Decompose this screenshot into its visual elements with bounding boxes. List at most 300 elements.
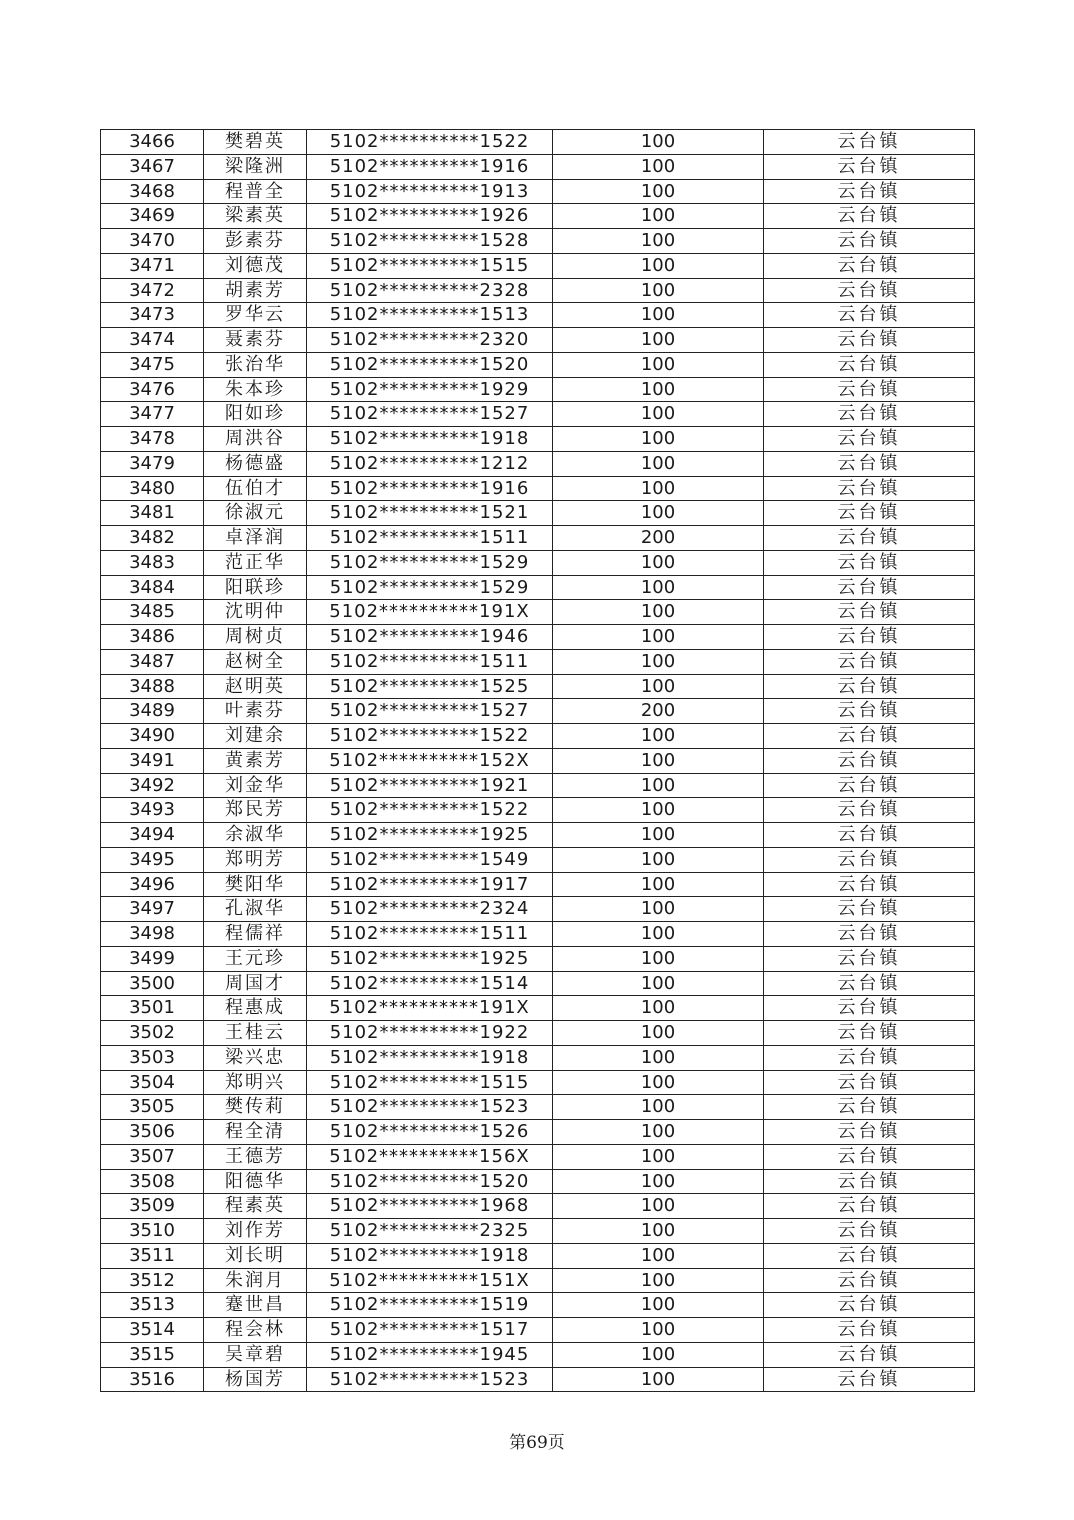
- row-number-cell: 3499: [101, 946, 204, 971]
- town-cell: 云台镇: [764, 526, 975, 551]
- table-row: [101, 130, 975, 155]
- id-number-cell: 5102**********1918: [307, 1045, 553, 1070]
- amount-cell: 100: [553, 1144, 764, 1169]
- table-row: [101, 748, 975, 773]
- row-number-cell: 3501: [101, 996, 204, 1021]
- town-cell: 云台镇: [764, 724, 975, 749]
- id-number-cell: 5102**********1511: [307, 649, 553, 674]
- town-cell: 云台镇: [764, 798, 975, 823]
- id-number-cell: 5102**********2320: [307, 328, 553, 353]
- table-row: [101, 1095, 975, 1120]
- name-cell: 王德芳: [204, 1144, 307, 1169]
- name-cell: 范正华: [204, 550, 307, 575]
- name-cell: 罗华云: [204, 303, 307, 328]
- amount-cell: 100: [553, 154, 764, 179]
- name-cell: 胡素芳: [204, 278, 307, 303]
- name-cell: 梁隆洲: [204, 154, 307, 179]
- town-cell: 云台镇: [764, 550, 975, 575]
- name-cell: 樊阳华: [204, 872, 307, 897]
- amount-cell: 100: [553, 575, 764, 600]
- table-row: [101, 600, 975, 625]
- amount-cell: 100: [553, 253, 764, 278]
- amount-cell: 100: [553, 377, 764, 402]
- name-cell: 郑明芳: [204, 847, 307, 872]
- table-row: [101, 872, 975, 897]
- id-number-cell: 5102**********156X: [307, 1144, 553, 1169]
- name-cell: 刘德茂: [204, 253, 307, 278]
- row-number-cell: 3514: [101, 1318, 204, 1343]
- town-cell: 云台镇: [764, 847, 975, 872]
- table-row: [101, 724, 975, 749]
- name-cell: 刘长明: [204, 1243, 307, 1268]
- amount-cell: 100: [553, 798, 764, 823]
- id-number-cell: 5102**********2328: [307, 278, 553, 303]
- name-cell: 伍伯才: [204, 476, 307, 501]
- amount-cell: 100: [553, 1318, 764, 1343]
- amount-cell: 200: [553, 526, 764, 551]
- row-number-cell: 3500: [101, 971, 204, 996]
- amount-cell: 100: [553, 748, 764, 773]
- row-number-cell: 3483: [101, 550, 204, 575]
- name-cell: 程儒祥: [204, 922, 307, 947]
- row-number-cell: 3467: [101, 154, 204, 179]
- id-number-cell: 5102**********1517: [307, 1318, 553, 1343]
- table-row: [101, 1070, 975, 1095]
- town-cell: 云台镇: [764, 352, 975, 377]
- amount-cell: 100: [553, 1243, 764, 1268]
- id-number-cell: 5102**********1946: [307, 625, 553, 650]
- name-cell: 彭素芬: [204, 229, 307, 254]
- town-cell: 云台镇: [764, 1219, 975, 1244]
- id-number-cell: 5102**********1918: [307, 1243, 553, 1268]
- row-number-cell: 3510: [101, 1219, 204, 1244]
- row-number-cell: 3495: [101, 847, 204, 872]
- id-number-cell: 5102**********1918: [307, 427, 553, 452]
- town-cell: 云台镇: [764, 427, 975, 452]
- town-cell: 云台镇: [764, 600, 975, 625]
- amount-cell: 100: [553, 1219, 764, 1244]
- town-cell: 云台镇: [764, 130, 975, 155]
- table-row: [101, 253, 975, 278]
- id-number-cell: 5102**********1520: [307, 1169, 553, 1194]
- id-number-cell: 5102**********191X: [307, 600, 553, 625]
- id-number-cell: 5102**********151X: [307, 1268, 553, 1293]
- table-row: [101, 550, 975, 575]
- amount-cell: 100: [553, 922, 764, 947]
- town-cell: 云台镇: [764, 699, 975, 724]
- name-cell: 程会林: [204, 1318, 307, 1343]
- name-cell: 叶素芬: [204, 699, 307, 724]
- name-cell: 沈明仲: [204, 600, 307, 625]
- town-cell: 云台镇: [764, 377, 975, 402]
- table-row: [101, 1268, 975, 1293]
- table-row: [101, 1318, 975, 1343]
- town-cell: 云台镇: [764, 303, 975, 328]
- amount-cell: 100: [553, 278, 764, 303]
- town-cell: 云台镇: [764, 748, 975, 773]
- name-cell: 刘金华: [204, 773, 307, 798]
- town-cell: 云台镇: [764, 451, 975, 476]
- roster-table: [100, 129, 975, 1392]
- id-number-cell: 5102**********1916: [307, 476, 553, 501]
- name-cell: 朱本珍: [204, 377, 307, 402]
- id-number-cell: 5102**********1527: [307, 699, 553, 724]
- id-number-cell: 5102**********1926: [307, 204, 553, 229]
- row-number-cell: 3485: [101, 600, 204, 625]
- row-number-cell: 3466: [101, 130, 204, 155]
- table-row: [101, 526, 975, 551]
- table-row: [101, 1243, 975, 1268]
- amount-cell: 200: [553, 699, 764, 724]
- table-row: [101, 946, 975, 971]
- name-cell: 阳如珍: [204, 402, 307, 427]
- row-number-cell: 3484: [101, 575, 204, 600]
- amount-cell: 100: [553, 303, 764, 328]
- id-number-cell: 5102**********1526: [307, 1120, 553, 1145]
- id-number-cell: 5102**********1515: [307, 253, 553, 278]
- row-number-cell: 3480: [101, 476, 204, 501]
- table-row: [101, 971, 975, 996]
- name-cell: 赵明英: [204, 674, 307, 699]
- town-cell: 云台镇: [764, 773, 975, 798]
- table-row: [101, 1219, 975, 1244]
- row-number-cell: 3473: [101, 303, 204, 328]
- id-number-cell: 5102**********1511: [307, 526, 553, 551]
- row-number-cell: 3508: [101, 1169, 204, 1194]
- id-number-cell: 5102**********1549: [307, 847, 553, 872]
- amount-cell: 100: [553, 328, 764, 353]
- id-number-cell: 5102**********191X: [307, 996, 553, 1021]
- row-number-cell: 3470: [101, 229, 204, 254]
- amount-cell: 100: [553, 204, 764, 229]
- id-number-cell: 5102**********1921: [307, 773, 553, 798]
- table-row: [101, 1194, 975, 1219]
- name-cell: 孔淑华: [204, 897, 307, 922]
- name-cell: 黄素芳: [204, 748, 307, 773]
- id-number-cell: 5102**********1511: [307, 922, 553, 947]
- id-number-cell: 5102**********1522: [307, 130, 553, 155]
- row-number-cell: 3468: [101, 179, 204, 204]
- id-number-cell: 5102**********1529: [307, 550, 553, 575]
- name-cell: 张治华: [204, 352, 307, 377]
- table-row: [101, 1120, 975, 1145]
- name-cell: 聂素芬: [204, 328, 307, 353]
- name-cell: 王桂云: [204, 1021, 307, 1046]
- name-cell: 卓泽润: [204, 526, 307, 551]
- town-cell: 云台镇: [764, 1021, 975, 1046]
- table-row: [101, 996, 975, 1021]
- town-cell: 云台镇: [764, 1194, 975, 1219]
- row-number-cell: 3486: [101, 625, 204, 650]
- amount-cell: 100: [553, 1095, 764, 1120]
- id-number-cell: 5102**********1520: [307, 352, 553, 377]
- row-number-cell: 3478: [101, 427, 204, 452]
- town-cell: 云台镇: [764, 1268, 975, 1293]
- name-cell: 阳德华: [204, 1169, 307, 1194]
- table-row: [101, 773, 975, 798]
- id-number-cell: 5102**********2325: [307, 1219, 553, 1244]
- name-cell: 赵树全: [204, 649, 307, 674]
- name-cell: 周国才: [204, 971, 307, 996]
- amount-cell: 100: [553, 1070, 764, 1095]
- name-cell: 梁兴忠: [204, 1045, 307, 1070]
- town-cell: 云台镇: [764, 253, 975, 278]
- name-cell: 王元珍: [204, 946, 307, 971]
- amount-cell: 100: [553, 1120, 764, 1145]
- table-row: [101, 699, 975, 724]
- id-number-cell: 5102**********1929: [307, 377, 553, 402]
- town-cell: 云台镇: [764, 1243, 975, 1268]
- name-cell: 郑明兴: [204, 1070, 307, 1095]
- amount-cell: 100: [553, 600, 764, 625]
- amount-cell: 100: [553, 946, 764, 971]
- town-cell: 云台镇: [764, 476, 975, 501]
- town-cell: 云台镇: [764, 1070, 975, 1095]
- amount-cell: 100: [553, 1045, 764, 1070]
- id-number-cell: 5102**********1523: [307, 1367, 553, 1392]
- id-number-cell: 5102**********1529: [307, 575, 553, 600]
- name-cell: 程惠成: [204, 996, 307, 1021]
- row-number-cell: 3516: [101, 1367, 204, 1392]
- row-number-cell: 3477: [101, 402, 204, 427]
- id-number-cell: 5102**********1522: [307, 724, 553, 749]
- row-number-cell: 3492: [101, 773, 204, 798]
- table-row: [101, 847, 975, 872]
- row-number-cell: 3493: [101, 798, 204, 823]
- amount-cell: 100: [553, 996, 764, 1021]
- name-cell: 余淑华: [204, 823, 307, 848]
- row-number-cell: 3502: [101, 1021, 204, 1046]
- town-cell: 云台镇: [764, 1169, 975, 1194]
- name-cell: 周洪谷: [204, 427, 307, 452]
- amount-cell: 100: [553, 971, 764, 996]
- row-number-cell: 3469: [101, 204, 204, 229]
- row-number-cell: 3489: [101, 699, 204, 724]
- town-cell: 云台镇: [764, 1318, 975, 1343]
- name-cell: 程普全: [204, 179, 307, 204]
- town-cell: 云台镇: [764, 1045, 975, 1070]
- town-cell: 云台镇: [764, 204, 975, 229]
- row-number-cell: 3482: [101, 526, 204, 551]
- name-cell: 杨国芳: [204, 1367, 307, 1392]
- table-row: [101, 402, 975, 427]
- table-row: [101, 229, 975, 254]
- name-cell: 杨德盛: [204, 451, 307, 476]
- name-cell: 刘作芳: [204, 1219, 307, 1244]
- table-row: [101, 1342, 975, 1367]
- table-row: [101, 649, 975, 674]
- town-cell: 云台镇: [764, 402, 975, 427]
- amount-cell: 100: [553, 476, 764, 501]
- table-row: [101, 1021, 975, 1046]
- row-number-cell: 3515: [101, 1342, 204, 1367]
- town-cell: 云台镇: [764, 1120, 975, 1145]
- table-row: [101, 1169, 975, 1194]
- id-number-cell: 5102**********1522: [307, 798, 553, 823]
- row-number-cell: 3494: [101, 823, 204, 848]
- id-number-cell: 5102**********1523: [307, 1095, 553, 1120]
- row-number-cell: 3509: [101, 1194, 204, 1219]
- row-number-cell: 3505: [101, 1095, 204, 1120]
- row-number-cell: 3498: [101, 922, 204, 947]
- town-cell: 云台镇: [764, 1342, 975, 1367]
- town-cell: 云台镇: [764, 1293, 975, 1318]
- table-row: [101, 328, 975, 353]
- amount-cell: 100: [553, 847, 764, 872]
- name-cell: 徐淑元: [204, 501, 307, 526]
- row-number-cell: 3496: [101, 872, 204, 897]
- table-row: [101, 1293, 975, 1318]
- table-row: [101, 278, 975, 303]
- table-row: [101, 575, 975, 600]
- id-number-cell: 5102**********1922: [307, 1021, 553, 1046]
- id-number-cell: 5102**********1945: [307, 1342, 553, 1367]
- town-cell: 云台镇: [764, 922, 975, 947]
- amount-cell: 100: [553, 823, 764, 848]
- town-cell: 云台镇: [764, 328, 975, 353]
- row-number-cell: 3506: [101, 1120, 204, 1145]
- table-row: [101, 476, 975, 501]
- name-cell: 郑民芳: [204, 798, 307, 823]
- amount-cell: 100: [553, 1169, 764, 1194]
- row-number-cell: 3490: [101, 724, 204, 749]
- amount-cell: 100: [553, 897, 764, 922]
- row-number-cell: 3512: [101, 1268, 204, 1293]
- town-cell: 云台镇: [764, 674, 975, 699]
- town-cell: 云台镇: [764, 501, 975, 526]
- id-number-cell: 5102**********1925: [307, 823, 553, 848]
- id-number-cell: 5102**********1913: [307, 179, 553, 204]
- town-cell: 云台镇: [764, 996, 975, 1021]
- name-cell: 程全清: [204, 1120, 307, 1145]
- amount-cell: 100: [553, 649, 764, 674]
- town-cell: 云台镇: [764, 154, 975, 179]
- table-row: [101, 179, 975, 204]
- row-number-cell: 3497: [101, 897, 204, 922]
- town-cell: 云台镇: [764, 971, 975, 996]
- row-number-cell: 3488: [101, 674, 204, 699]
- town-cell: 云台镇: [764, 872, 975, 897]
- id-number-cell: 5102**********1528: [307, 229, 553, 254]
- table-row: [101, 427, 975, 452]
- table-row: [101, 501, 975, 526]
- page-number: 第69页: [509, 1433, 565, 1453]
- row-number-cell: 3487: [101, 649, 204, 674]
- town-cell: 云台镇: [764, 897, 975, 922]
- amount-cell: 100: [553, 872, 764, 897]
- table-row: [101, 922, 975, 947]
- name-cell: 樊碧英: [204, 130, 307, 155]
- id-number-cell: 5102**********1925: [307, 946, 553, 971]
- table-row: [101, 154, 975, 179]
- table-row: [101, 303, 975, 328]
- name-cell: 梁素英: [204, 204, 307, 229]
- town-cell: 云台镇: [764, 575, 975, 600]
- town-cell: 云台镇: [764, 179, 975, 204]
- row-number-cell: 3474: [101, 328, 204, 353]
- row-number-cell: 3511: [101, 1243, 204, 1268]
- table-row: [101, 1045, 975, 1070]
- id-number-cell: 5102**********1519: [307, 1293, 553, 1318]
- town-cell: 云台镇: [764, 649, 975, 674]
- id-number-cell: 5102**********1917: [307, 872, 553, 897]
- id-number-cell: 5102**********1527: [307, 402, 553, 427]
- roster-table-body: [101, 130, 975, 1392]
- table-row: [101, 377, 975, 402]
- table-row: [101, 451, 975, 476]
- amount-cell: 100: [553, 352, 764, 377]
- amount-cell: 100: [553, 451, 764, 476]
- town-cell: 云台镇: [764, 1367, 975, 1392]
- amount-cell: 100: [553, 1342, 764, 1367]
- amount-cell: 100: [553, 674, 764, 699]
- row-number-cell: 3491: [101, 748, 204, 773]
- row-number-cell: 3503: [101, 1045, 204, 1070]
- amount-cell: 100: [553, 773, 764, 798]
- id-number-cell: 5102**********1521: [307, 501, 553, 526]
- row-number-cell: 3507: [101, 1144, 204, 1169]
- town-cell: 云台镇: [764, 625, 975, 650]
- row-number-cell: 3476: [101, 377, 204, 402]
- name-cell: 樊传莉: [204, 1095, 307, 1120]
- amount-cell: 100: [553, 1367, 764, 1392]
- row-number-cell: 3513: [101, 1293, 204, 1318]
- id-number-cell: 5102**********1514: [307, 971, 553, 996]
- name-cell: 刘建余: [204, 724, 307, 749]
- id-number-cell: 5102**********1916: [307, 154, 553, 179]
- row-number-cell: 3472: [101, 278, 204, 303]
- id-number-cell: 5102**********2324: [307, 897, 553, 922]
- town-cell: 云台镇: [764, 823, 975, 848]
- table-row: [101, 1367, 975, 1392]
- town-cell: 云台镇: [764, 1144, 975, 1169]
- id-number-cell: 5102**********1515: [307, 1070, 553, 1095]
- amount-cell: 100: [553, 625, 764, 650]
- amount-cell: 100: [553, 1021, 764, 1046]
- town-cell: 云台镇: [764, 946, 975, 971]
- amount-cell: 100: [553, 1268, 764, 1293]
- amount-cell: 100: [553, 130, 764, 155]
- name-cell: 阳联珍: [204, 575, 307, 600]
- amount-cell: 100: [553, 179, 764, 204]
- town-cell: 云台镇: [764, 278, 975, 303]
- amount-cell: 100: [553, 1194, 764, 1219]
- amount-cell: 100: [553, 402, 764, 427]
- town-cell: 云台镇: [764, 1095, 975, 1120]
- name-cell: 周树贞: [204, 625, 307, 650]
- row-number-cell: 3504: [101, 1070, 204, 1095]
- id-number-cell: 5102**********1513: [307, 303, 553, 328]
- row-number-cell: 3479: [101, 451, 204, 476]
- amount-cell: 100: [553, 427, 764, 452]
- id-number-cell: 5102**********152X: [307, 748, 553, 773]
- table-row: [101, 823, 975, 848]
- table-row: [101, 798, 975, 823]
- table-row: [101, 1144, 975, 1169]
- name-cell: 吴章碧: [204, 1342, 307, 1367]
- row-number-cell: 3471: [101, 253, 204, 278]
- id-number-cell: 5102**********1968: [307, 1194, 553, 1219]
- table-row: [101, 897, 975, 922]
- table-row: [101, 204, 975, 229]
- row-number-cell: 3481: [101, 501, 204, 526]
- id-number-cell: 5102**********1525: [307, 674, 553, 699]
- id-number-cell: 5102**********1212: [307, 451, 553, 476]
- amount-cell: 100: [553, 550, 764, 575]
- name-cell: 朱润月: [204, 1268, 307, 1293]
- amount-cell: 100: [553, 229, 764, 254]
- table-row: [101, 674, 975, 699]
